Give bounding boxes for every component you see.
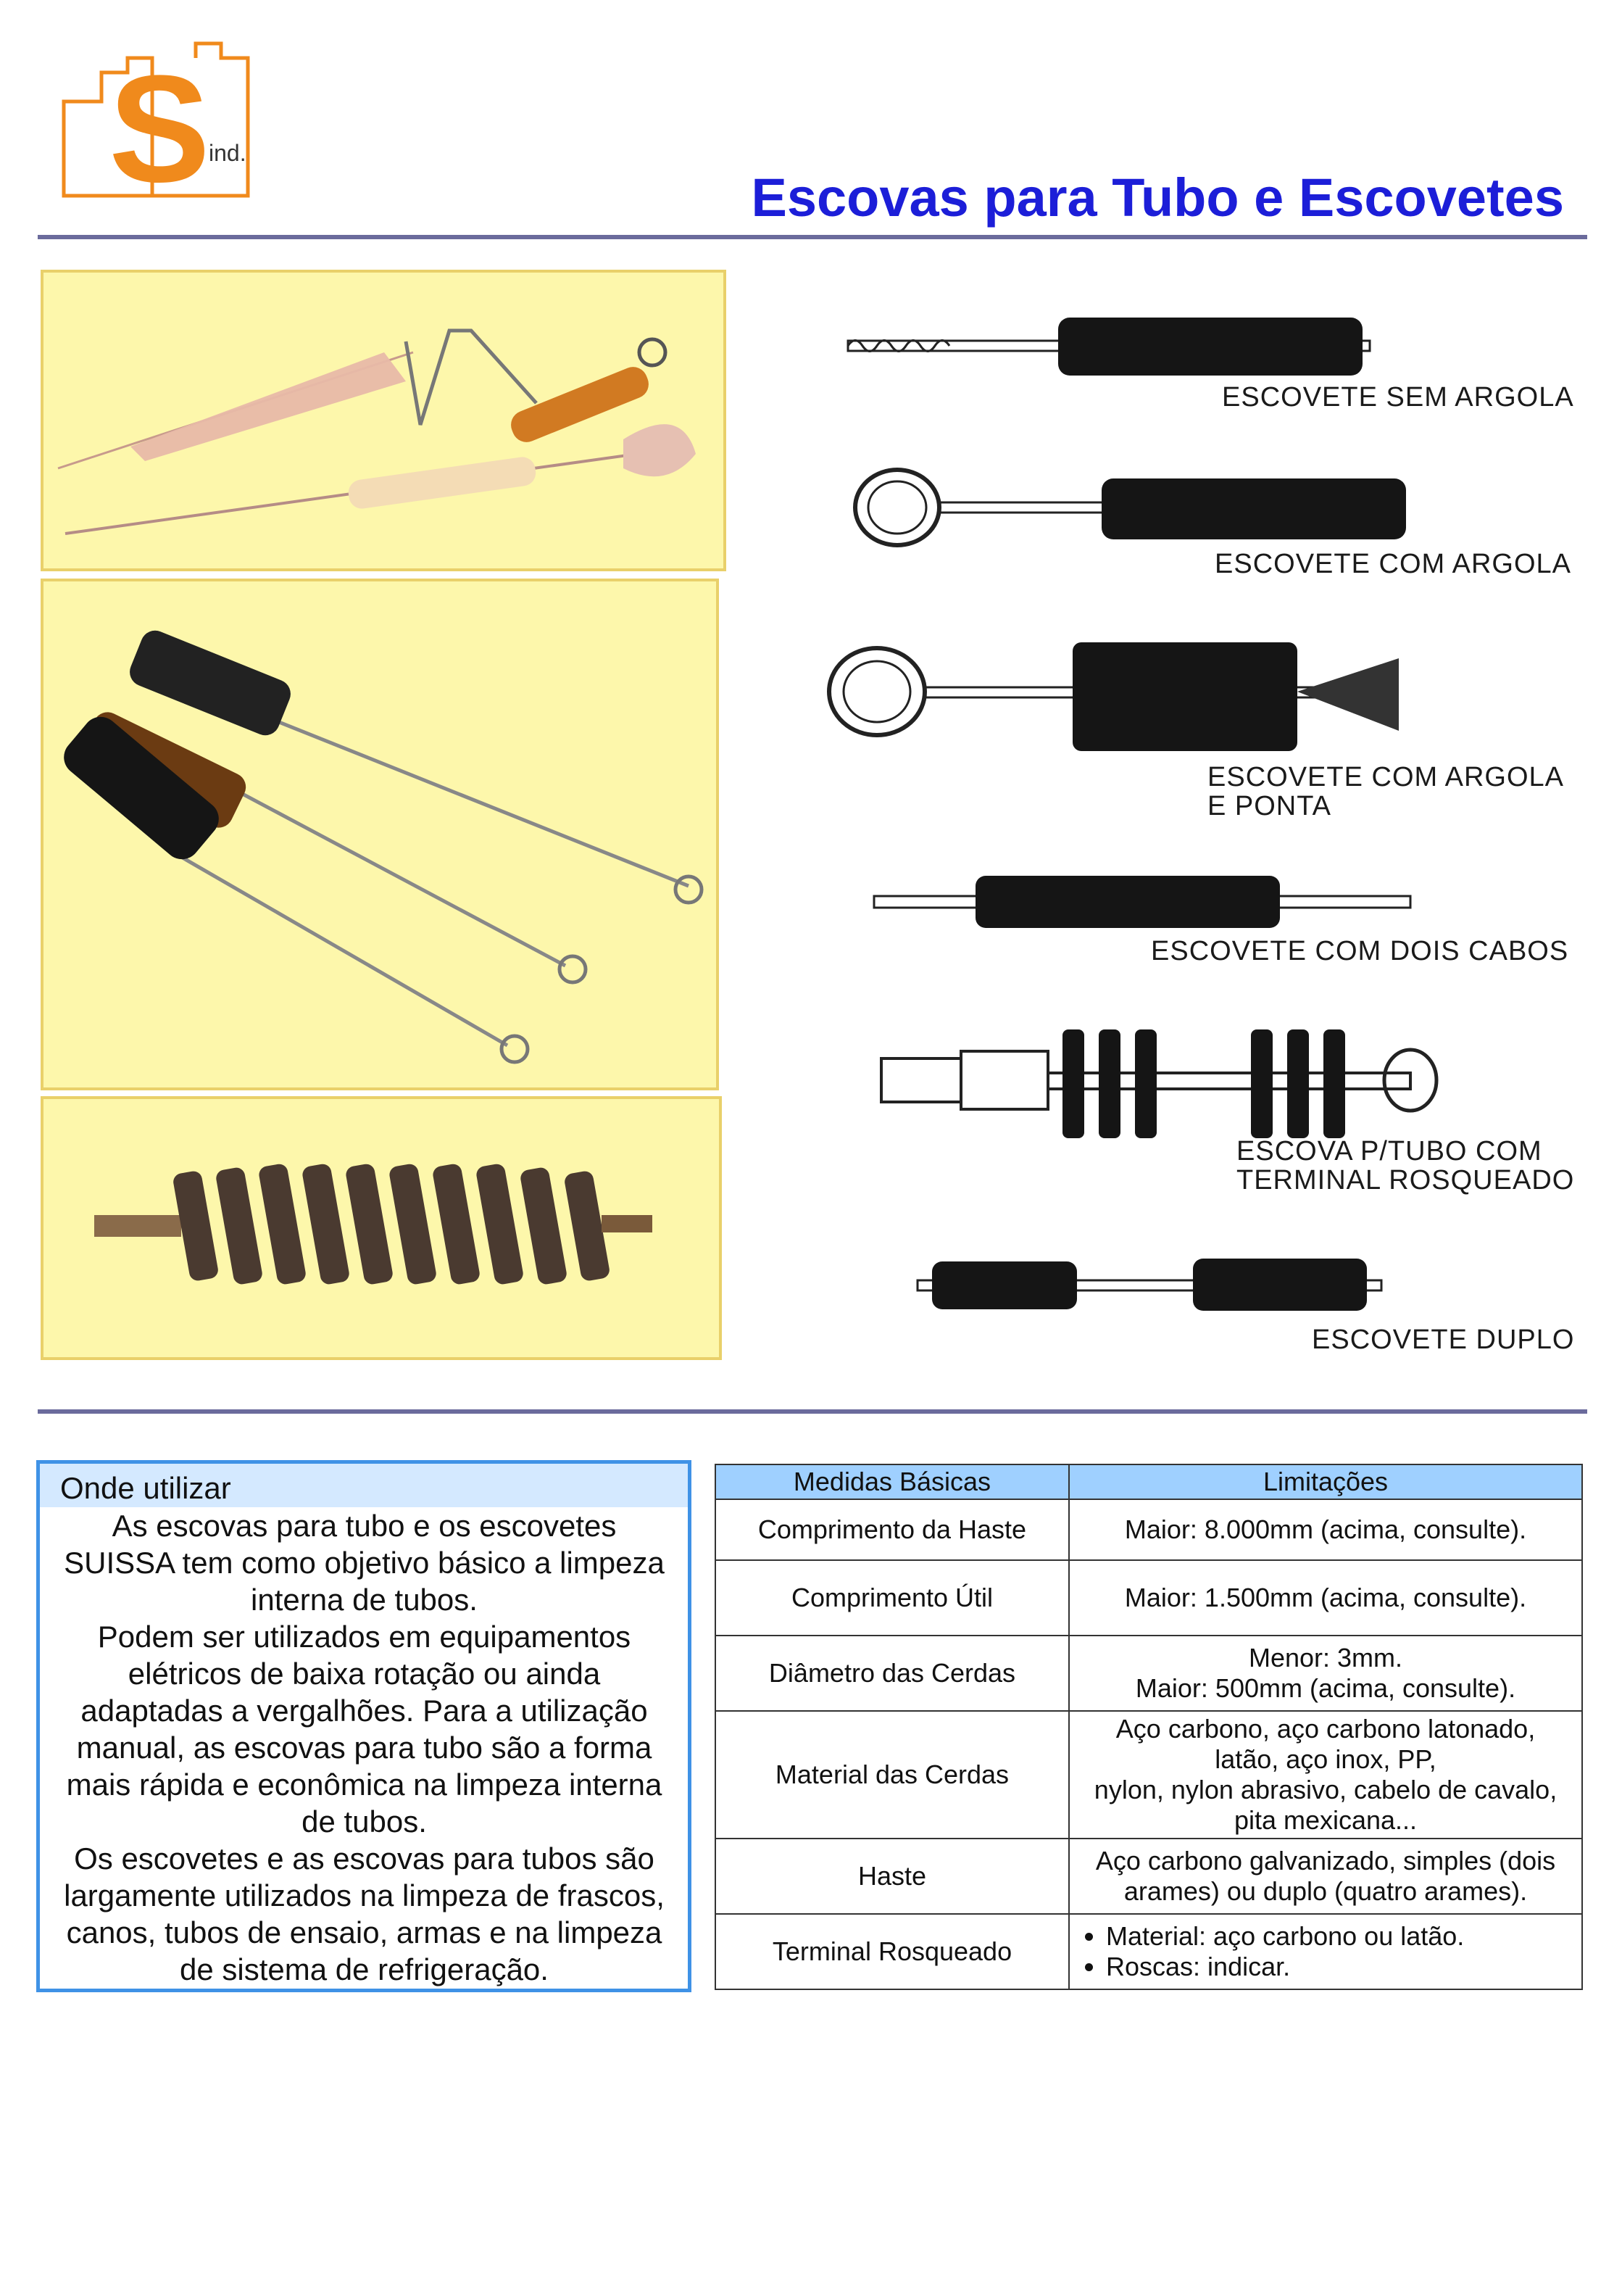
spec-value: Maior: 1.500mm (acima, consulte). bbox=[1069, 1560, 1582, 1636]
usage-paragraph: As escovas para tubo e os escovetes SUISSA tem como objetivo básico a limpeza interna de tubos. bbox=[64, 1509, 665, 1617]
spec-value: Maior: 8.000mm (acima, consulte). bbox=[1069, 1499, 1582, 1560]
logo-suffix: ind. bbox=[209, 140, 246, 166]
photo-wire-brushes bbox=[41, 579, 719, 1090]
spec-value bbox=[1069, 1711, 1582, 1839]
usage-header bbox=[40, 1464, 688, 1507]
table-row bbox=[715, 1499, 1582, 1560]
spec-label: Terminal Rosqueado bbox=[715, 1914, 1069, 1989]
spec-value bbox=[1069, 1636, 1582, 1711]
specs-table bbox=[715, 1464, 1583, 1990]
page-title: Escovas para Tubo e Escovetes bbox=[751, 167, 1564, 228]
spec-value bbox=[1069, 1839, 1582, 1914]
diagram-label: ESCOVETE DUPLO bbox=[1312, 1325, 1575, 1355]
usage-box bbox=[36, 1460, 691, 1992]
diagram-label: ESCOVA P/TUBO COM TERMINAL ROSQUEADO bbox=[1236, 1136, 1575, 1195]
table-row bbox=[715, 1711, 1582, 1839]
usage-text bbox=[54, 1507, 674, 1988]
spec-value-line: nylon, nylon abrasivo, cabelo de cavalo, bbox=[1094, 1775, 1557, 1804]
diagram-escova-terminal-rosqueado bbox=[874, 1015, 1454, 1145]
spec-label: Material das Cerdas bbox=[715, 1711, 1069, 1839]
diagram-label: ESCOVETE COM ARGOLA E PONTA bbox=[1207, 762, 1564, 821]
diagram-escovete-com-argola-e-ponta bbox=[819, 629, 1413, 753]
usage-paragraph: Podem ser utilizados em equipamentos elétricos de baixa rotação ou ainda adaptadas a vergalhões. Para a utilização manual, as escovas para tubo são a forma mais rápida e econômica na limpeza interna de tubos. bbox=[66, 1620, 662, 1839]
spec-value-line: arames) ou duplo (quatro arames). bbox=[1123, 1876, 1528, 1906]
table-header-row bbox=[715, 1464, 1582, 1499]
diagram-escovete-sem-argola bbox=[841, 304, 1392, 377]
diagram-label: ESCOVETE COM DOIS CABOS bbox=[1151, 936, 1569, 966]
diagram-escovete-com-argola bbox=[848, 463, 1428, 557]
spec-label: Diâmetro das Cerdas bbox=[715, 1636, 1069, 1711]
spec-label: Comprimento da Haste bbox=[715, 1499, 1069, 1560]
spec-bullet: • Material: aço carbono ou latão. bbox=[1106, 1921, 1574, 1952]
diagram-label: ESCOVETE SEM ARGOLA bbox=[1222, 382, 1574, 413]
photo-threaded-brush bbox=[41, 1096, 722, 1360]
spec-value-line: Maior: 500mm (acima, consulte). bbox=[1135, 1673, 1516, 1703]
header-divider bbox=[38, 235, 1587, 239]
table-row bbox=[715, 1636, 1582, 1711]
table-row bbox=[715, 1560, 1582, 1636]
diagram-label: ESCOVETE COM ARGOLA bbox=[1215, 549, 1571, 579]
spec-value-line: Menor: 3mm. bbox=[1248, 1643, 1403, 1673]
spec-label: Haste bbox=[715, 1839, 1069, 1914]
logo-letter: S bbox=[109, 43, 211, 203]
section-divider bbox=[38, 1409, 1587, 1414]
column-header: Limitações bbox=[1069, 1464, 1582, 1499]
spec-bullet: • Roscas: indicar. bbox=[1106, 1952, 1574, 1982]
column-header: Medidas Básicas bbox=[715, 1464, 1069, 1499]
spec-value-line: Aço carbono galvanizado, simples (dois bbox=[1095, 1846, 1556, 1876]
diagram-escovete-com-dois-cabos bbox=[867, 870, 1418, 935]
diagram-escovete-duplo bbox=[910, 1253, 1389, 1318]
spec-label: Comprimento Útil bbox=[715, 1560, 1069, 1636]
usage-title: Onde utilizar bbox=[60, 1471, 231, 1505]
spec-value-line: pita mexicana... bbox=[1234, 1805, 1418, 1835]
table-row bbox=[715, 1914, 1582, 1989]
spec-value-line: latão, aço inox, PP, bbox=[1215, 1744, 1436, 1774]
table-row bbox=[715, 1839, 1582, 1914]
spec-value-line: Aço carbono, aço carbono latonado, bbox=[1115, 1714, 1536, 1744]
spec-value bbox=[1069, 1914, 1582, 1989]
spec-bullet-list bbox=[1077, 1921, 1574, 1982]
photo-brushes-with-handles bbox=[41, 270, 726, 571]
company-logo bbox=[58, 36, 261, 203]
usage-paragraph: Os escovetes e as escovas para tubos são largamente utilizados na limpeza de frascos, canos, tubos de ensaio, armas e na limpeza de sistema de refrigeração. bbox=[64, 1841, 665, 1986]
